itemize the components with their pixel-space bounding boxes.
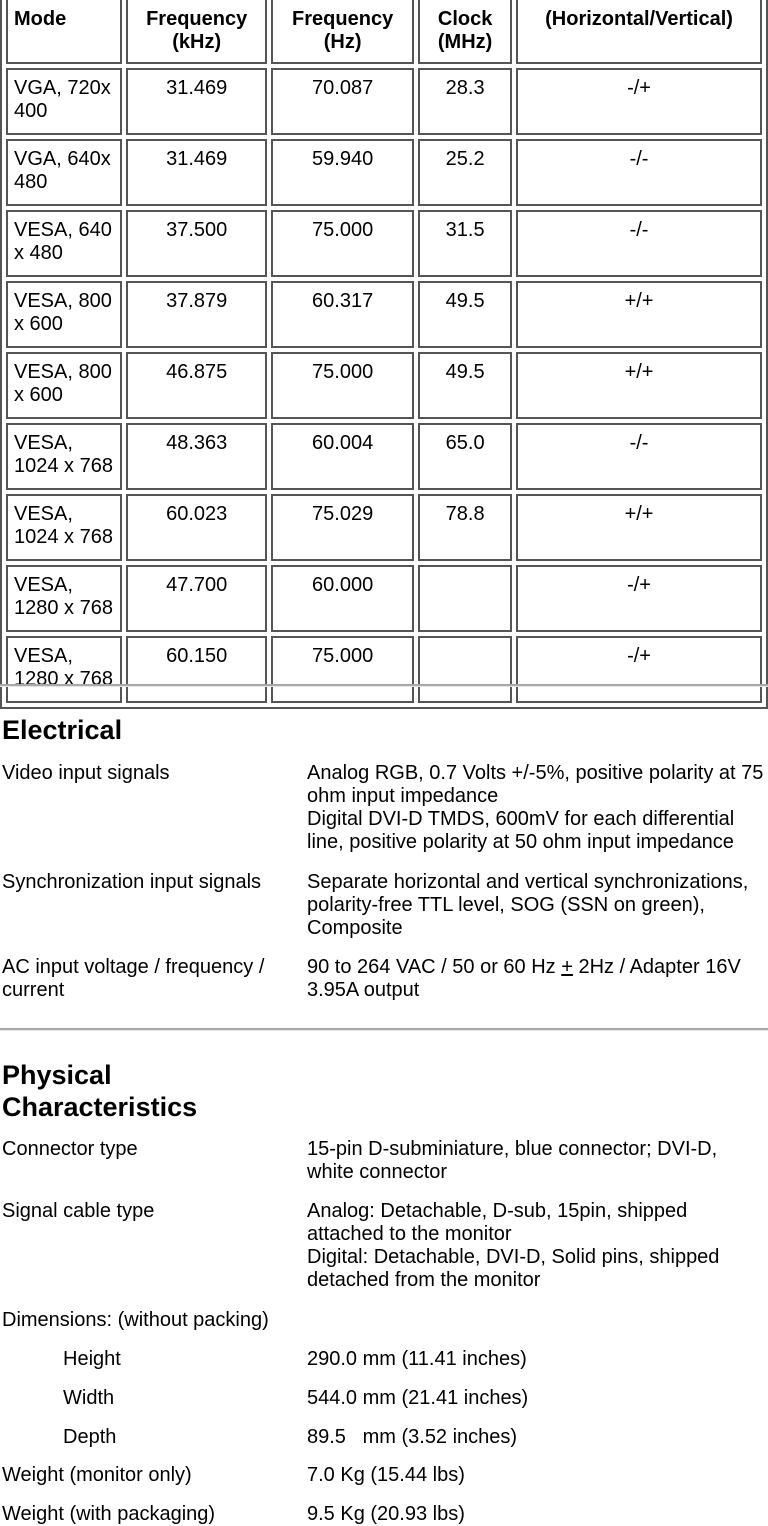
spec-value: 89.5 mm (3.52 inches) [307, 1426, 518, 1448]
cell-polarity: -/- [516, 423, 762, 490]
spec-value: Separate horizontal and vertical synchronizations, polarity-free TTL level, SOG (SSN on green), Composite [307, 871, 749, 939]
spec-label: AC input voltage / frequency / current [2, 956, 265, 1001]
spec-value: 290.0 mm (11.41 inches) [307, 1348, 527, 1370]
cell-frequency-hz: 75.000 [271, 210, 414, 277]
table-row [6, 565, 762, 632]
cell-clock: 49.5 [418, 352, 512, 419]
cell-frequency-hz: 75.000 [271, 636, 414, 703]
spec-label: Width [63, 1387, 115, 1409]
cell-clock [418, 636, 512, 703]
cell-mode: VESA, 1024 x 768 [6, 494, 122, 561]
cell-frequency-hz: 75.000 [271, 352, 414, 419]
cell-frequency-khz: 46.875 [126, 352, 267, 419]
cell-polarity: -/+ [516, 636, 762, 703]
spec-value: 9.5 Kg (20.93 lbs) [307, 1503, 465, 1525]
header-mode: Mode [6, 0, 122, 64]
cell-clock: 78.8 [418, 494, 512, 561]
cell-clock: 28.3 [418, 68, 512, 135]
cell-mode: VGA, 720x 400 [6, 68, 122, 135]
section-title-physical: Physical Characteristics [2, 1060, 198, 1122]
cell-frequency-hz: 59.940 [271, 139, 414, 206]
cell-frequency-hz: 60.000 [271, 565, 414, 632]
cell-frequency-khz: 37.500 [126, 210, 267, 277]
cell-polarity: +/+ [516, 281, 762, 348]
cell-frequency-khz: 31.469 [126, 139, 267, 206]
spec-label: Signal cable type [2, 1200, 155, 1222]
cell-frequency-khz: 37.879 [126, 281, 267, 348]
spec-label: Height [63, 1348, 121, 1370]
cell-frequency-hz: 75.029 [271, 494, 414, 561]
spec-label: Weight (monitor only) [2, 1464, 192, 1486]
table-row [6, 636, 762, 703]
cell-mode: VESA, 1280 x 768 [6, 636, 122, 703]
header-polarity: (Horizontal/Vertical) [516, 0, 762, 64]
spec-value [307, 956, 768, 1002]
cell-clock: 31.5 [418, 210, 512, 277]
cell-frequency-khz: 60.023 [126, 494, 267, 561]
spec-value [307, 762, 768, 854]
spec-value: 544.0 mm (21.41 inches) [307, 1387, 529, 1409]
table-row [6, 139, 762, 206]
table-row [6, 281, 762, 348]
spec-value-line: Analog: Detachable, D-sub, 15pin, shipped attached to the monitor [307, 1200, 688, 1245]
header-frequency-khz: Frequency (kHz) [126, 0, 267, 64]
header-frequency-hz: Frequency (Hz) [271, 0, 414, 64]
cell-mode: VESA, 1024 x 768 [6, 423, 122, 490]
spec-value-line: Digital: Detachable, DVI-D, Solid pins, shipped detached from the monitor [307, 1246, 720, 1291]
cell-mode: VESA, 800 x 600 [6, 281, 122, 348]
spec-value-line: Digital DVI-D TMDS, 600mV for each differential line, positive polarity at 50 ohm input impedance [307, 808, 735, 853]
spec-label: Dimensions: (without packing) [2, 1309, 269, 1331]
cell-frequency-khz: 31.469 [126, 68, 267, 135]
divider [0, 1028, 768, 1031]
table-row [6, 423, 762, 490]
cell-polarity: -/+ [516, 68, 762, 135]
spec-value: 15-pin D-subminiature, blue connector; DVI-D, white connector [307, 1138, 718, 1183]
timing-table-body [6, 68, 762, 703]
cell-polarity: -/- [516, 139, 762, 206]
cell-mode: VGA, 640x 480 [6, 139, 122, 206]
cell-frequency-hz: 70.087 [271, 68, 414, 135]
spec-value: 7.0 Kg (15.44 lbs) [307, 1464, 465, 1486]
table-row [6, 210, 762, 277]
table-row [6, 494, 762, 561]
table-header-row [6, 0, 762, 64]
cell-polarity: -/+ [516, 565, 762, 632]
timing-table [0, 0, 768, 709]
cell-clock: 49.5 [418, 281, 512, 348]
spec-label: Weight (with packaging) [2, 1503, 216, 1525]
cell-frequency-khz: 60.150 [126, 636, 267, 703]
spec-label: Synchronization input signals [2, 871, 262, 893]
spec-label: Connector type [2, 1138, 138, 1160]
cell-mode: VESA, 1280 x 768 [6, 565, 122, 632]
cell-polarity: -/- [516, 210, 762, 277]
spec-label: Depth [63, 1426, 117, 1448]
spec-label: Video input signals [2, 762, 170, 784]
cell-clock: 25.2 [418, 139, 512, 206]
cell-frequency-khz: 48.363 [126, 423, 267, 490]
spec-value [307, 1200, 768, 1292]
cell-clock: 65.0 [418, 423, 512, 490]
spec-value-part: 90 to 264 VAC / 50 or 60 Hz [307, 956, 562, 978]
cell-frequency-hz: 60.317 [271, 281, 414, 348]
plus-minus-sign: + [561, 956, 573, 978]
table-row [6, 352, 762, 419]
spec-value-part: 2Hz / Adapter 16V 3.95A output [307, 956, 741, 1001]
cell-polarity: +/+ [516, 352, 762, 419]
cell-mode: VESA, 800 x 600 [6, 352, 122, 419]
cell-polarity: +/+ [516, 494, 762, 561]
spec-value-line: Analog RGB, 0.7 Volts +/-5%, positive polarity at 75 ohm input impedance [307, 762, 764, 807]
section-title-electrical: Electrical [2, 715, 123, 745]
header-clock: Clock (MHz) [418, 0, 512, 64]
cell-frequency-khz: 47.700 [126, 565, 267, 632]
table-row [6, 68, 762, 135]
divider [0, 684, 768, 687]
cell-clock [418, 565, 512, 632]
cell-mode: VESA, 640 x 480 [6, 210, 122, 277]
cell-frequency-hz: 60.004 [271, 423, 414, 490]
